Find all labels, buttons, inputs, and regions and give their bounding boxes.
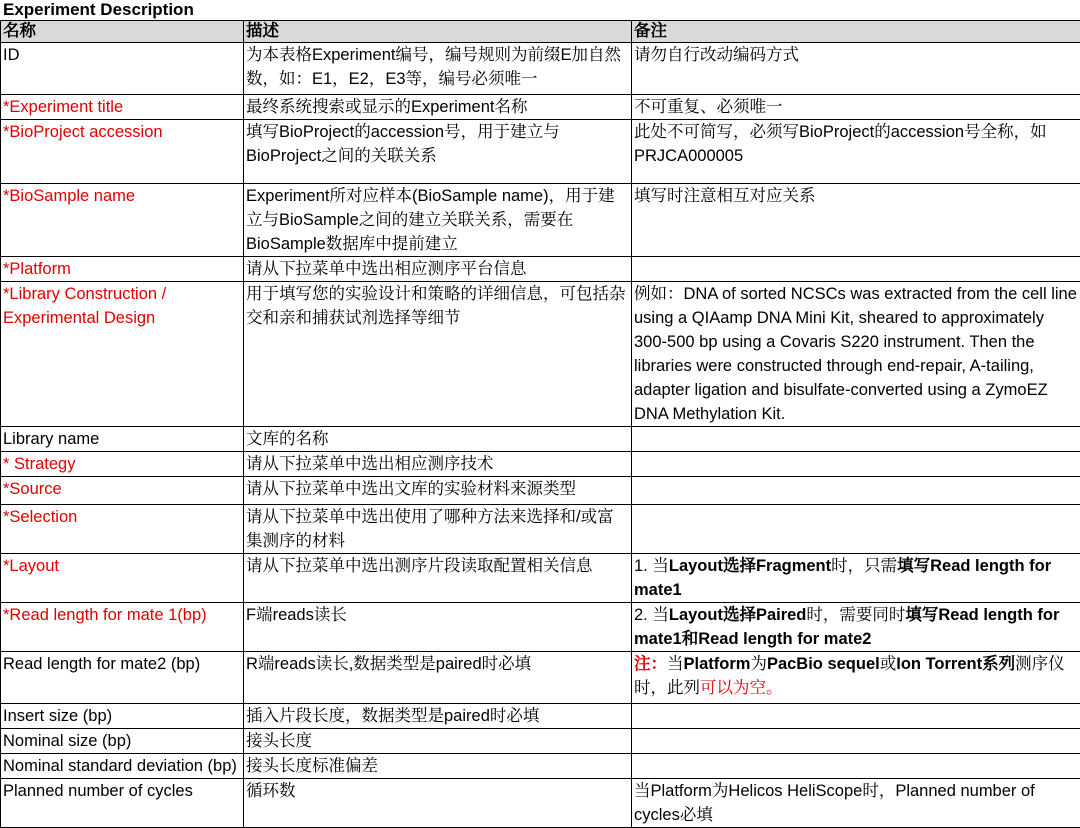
cell-description[interactable]: 接头长度标准偏差 [244, 754, 632, 779]
note-text: Platform [684, 655, 751, 673]
note-text: 可以为空。 [700, 679, 783, 697]
note-text: PacBio sequel [767, 655, 880, 673]
cell-note[interactable]: 请勿自行改动编码方式 [632, 43, 1080, 95]
cell-note[interactable] [632, 257, 1080, 282]
note-text: 为 [750, 655, 767, 673]
cell-description[interactable]: 插入片段长度，数据类型是paired时必填 [244, 704, 632, 729]
cell-description[interactable]: R端reads读长,数据类型是paired时必填 [244, 652, 632, 704]
table-row [1, 43, 1080, 95]
cell-description[interactable]: 接头长度 [244, 729, 632, 754]
cell-name[interactable]: Library name [1, 427, 244, 452]
cell-name[interactable]: Nominal standard deviation (bp) [1, 754, 244, 779]
cell-note[interactable] [632, 729, 1080, 754]
cell-description[interactable]: Experiment所对应样本(BioSample name)，用于建立与BioSample之间的建立关联关系，需要在BioSample数据库中提前建立 [244, 184, 632, 257]
cell-note[interactable] [632, 652, 1080, 704]
note-text: 注： [634, 655, 667, 673]
note-text: Ion Torrent系列 [896, 655, 1015, 673]
sheet-title: Experiment Description [0, 0, 1080, 20]
table-row [1, 184, 1080, 257]
cell-name[interactable]: *Platform [1, 257, 244, 282]
cell-name[interactable]: *Experiment title [1, 95, 244, 120]
cell-name[interactable]: *BioSample name [1, 184, 244, 257]
cell-name[interactable]: ID [1, 43, 244, 95]
cell-note[interactable] [632, 603, 1080, 652]
table-row [1, 554, 1080, 603]
header-row [1, 21, 1080, 43]
cell-note[interactable] [632, 505, 1080, 554]
cell-note[interactable]: 不可重复、必须唯一 [632, 95, 1080, 120]
cell-name[interactable]: Planned number of cycles [1, 779, 244, 828]
cell-note[interactable]: 当Platform为Helicos HeliScope时，Planned number of cycles必填 [632, 779, 1080, 828]
note-text: Layout选择Fragment [669, 557, 831, 575]
cell-note[interactable]: 例如：DNA of sorted NCSCs was extracted from the cell line using a QIAamp DNA Mini Kit, sheared to approximately 300-500 bp using a Covaris S220 instrument. Then the libraries were constructed through end-repair, A-tailing, adapter ligation and bisulfate-converted using a ZymoEZ DNA Methylation Kit. [632, 282, 1080, 427]
note-text: 或 [880, 655, 897, 673]
cell-name[interactable]: Nominal size (bp) [1, 729, 244, 754]
header-name[interactable]: 名称 [1, 21, 244, 43]
cell-description[interactable]: 请从下拉菜单中选出相应测序平台信息 [244, 257, 632, 282]
cell-name[interactable]: * Strategy [1, 452, 244, 477]
cell-description[interactable]: 文库的名称 [244, 427, 632, 452]
cell-name[interactable]: *Read length for mate 1(bp) [1, 603, 244, 652]
cell-note[interactable] [632, 704, 1080, 729]
experiment-table [0, 20, 1080, 828]
table-row [1, 603, 1080, 652]
table-row [1, 779, 1080, 828]
cell-description[interactable]: F端reads读长 [244, 603, 632, 652]
table-row [1, 282, 1080, 427]
table-row [1, 729, 1080, 754]
cell-note[interactable]: 此处不可简写，必须写BioProject的accession号全称，如PRJCA000005 [632, 120, 1080, 184]
cell-name[interactable]: *Library Construction / Experimental Design [1, 282, 244, 427]
note-text: 当 [667, 655, 684, 673]
table-row [1, 427, 1080, 452]
note-text: 填写Read length for mate1和Read length for mate2 [634, 606, 1059, 648]
note-text: 填写Read length for mate1 [634, 557, 1051, 599]
note-text: 1. 当 [634, 557, 669, 575]
cell-description[interactable]: 为本表格Experiment编号，编号规则为前缀E加自然数，如：E1，E2，E3等，编号必须唯一 [244, 43, 632, 95]
table-row [1, 704, 1080, 729]
header-description[interactable]: 描述 [244, 21, 632, 43]
table-row [1, 257, 1080, 282]
cell-description[interactable]: 最终系统搜索或显示的Experiment名称 [244, 95, 632, 120]
table-row [1, 652, 1080, 704]
table-row [1, 452, 1080, 477]
cell-note[interactable] [632, 754, 1080, 779]
note-text: 测序仪时，此列 [634, 655, 1065, 697]
cell-name[interactable]: *Selection [1, 505, 244, 554]
note-text: Layout选择Paired [669, 606, 807, 624]
table-row [1, 477, 1080, 505]
note-text: 时，只需 [831, 557, 897, 575]
cell-description[interactable]: 请从下拉菜单中选出相应测序技术 [244, 452, 632, 477]
table-row [1, 754, 1080, 779]
cell-description[interactable]: 请从下拉菜单中选出测序片段读取配置相关信息 [244, 554, 632, 603]
table-row [1, 120, 1080, 184]
cell-name[interactable]: Insert size (bp) [1, 704, 244, 729]
cell-note[interactable] [632, 554, 1080, 603]
cell-note[interactable] [632, 452, 1080, 477]
cell-name[interactable]: *Layout [1, 554, 244, 603]
table-row [1, 95, 1080, 120]
cell-description[interactable]: 循环数 [244, 779, 632, 828]
cell-description[interactable]: 用于填写您的实验设计和策略的详细信息，可包括杂交和亲和捕获试剂选择等细节 [244, 282, 632, 427]
note-text: 时，需要同时 [806, 606, 905, 624]
header-note[interactable]: 备注 [632, 21, 1080, 43]
cell-note[interactable] [632, 427, 1080, 452]
table-row [1, 505, 1080, 554]
note-text: 2. 当 [634, 606, 669, 624]
cell-note[interactable]: 填写时注意相互对应关系 [632, 184, 1080, 257]
cell-name[interactable]: *Source [1, 477, 244, 505]
cell-description[interactable]: 请从下拉菜单中选出使用了哪种方法来选择和/或富集测序的材料 [244, 505, 632, 554]
cell-description[interactable]: 填写BioProject的accession号，用于建立与BioProject之间的关联关系 [244, 120, 632, 184]
cell-name[interactable]: Read length for mate2 (bp) [1, 652, 244, 704]
cell-description[interactable]: 请从下拉菜单中选出文库的实验材料来源类型 [244, 477, 632, 505]
cell-name[interactable]: *BioProject accession [1, 120, 244, 184]
cell-note[interactable] [632, 477, 1080, 505]
